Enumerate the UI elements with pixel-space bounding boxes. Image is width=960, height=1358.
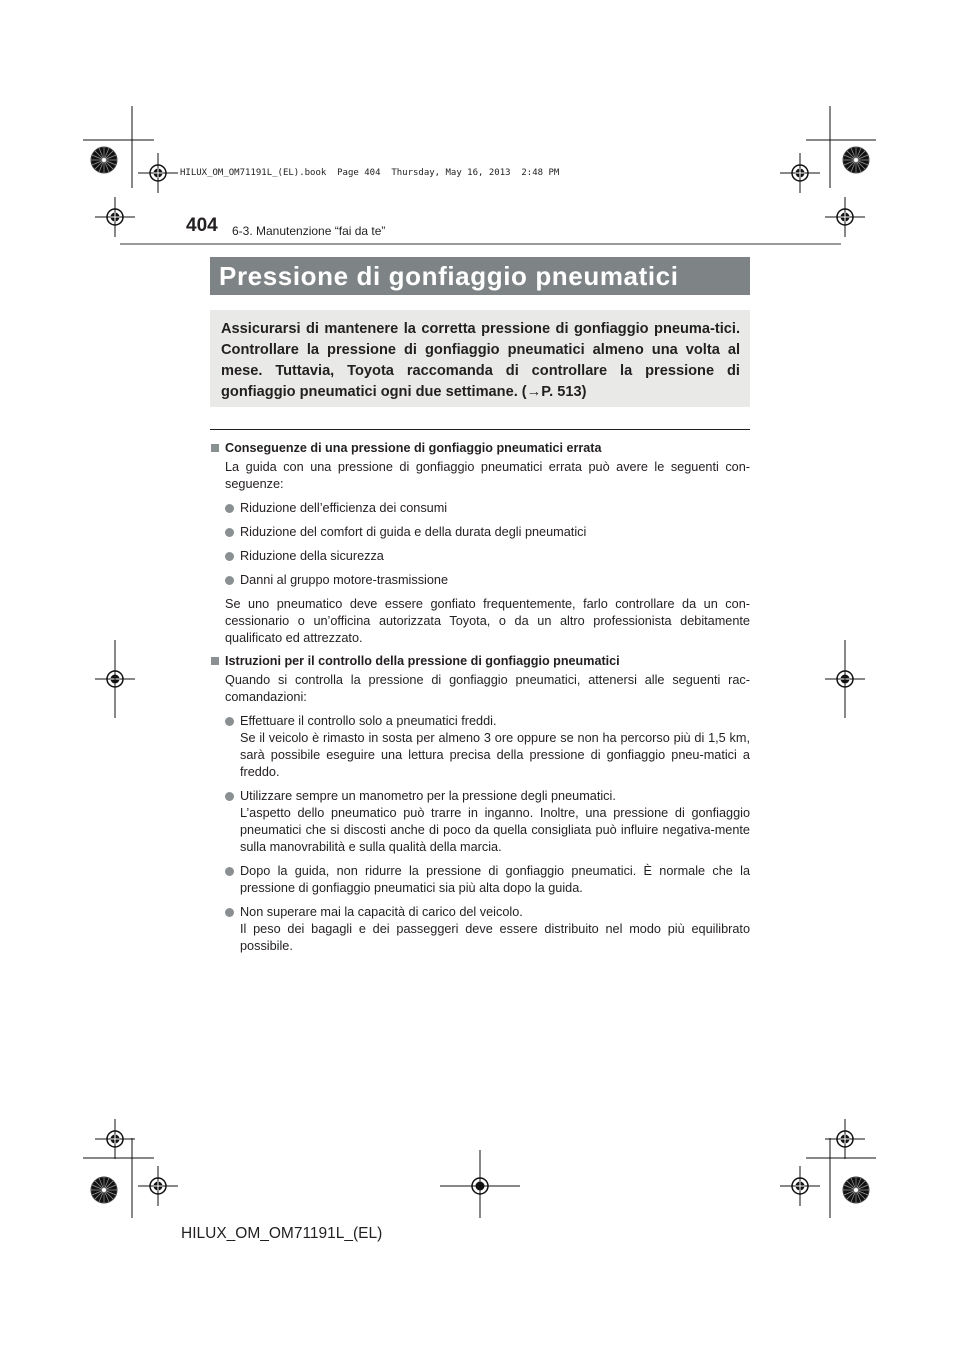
bullet-dot-icon (225, 528, 234, 537)
square-bullet-icon (211, 657, 219, 665)
intro-box (210, 310, 750, 407)
page-title: Pressione di gonfiaggio pneumatici (219, 260, 679, 291)
list-item-text: Riduzione del comfort di guida e della durata degli pneumatici (240, 525, 587, 539)
list-item (211, 904, 750, 955)
crop-header-text: HILUX_OM_OM71191L_(EL).book Page 404 Thursday, May 16, 2013 2:48 PM (180, 168, 560, 178)
list-item (211, 572, 750, 589)
list-item-title: Effettuare il controllo solo a pneumatici freddi. (240, 714, 497, 728)
square-bullet-icon (211, 444, 219, 452)
intro-text: Assicurarsi di mantenere la corretta pressione di gonfiaggio pneuma-tici. Controllare la pressione di gonfiaggio pneumatici almeno una volta al mese. Tuttavia, Toyota raccomanda di controllare la pressione di gonfiaggio pneumatici ogni due settimane. (→P. 513) (221, 321, 740, 400)
registration-wheel-top-right (843, 147, 869, 173)
intro-divider (210, 429, 750, 430)
header-divider (120, 243, 841, 245)
registration-wheel-bottom-right (843, 1177, 869, 1203)
list-item-detail: L’aspetto dello pneumatico può trarre in inganno. Inoltre, una pressione di gonfiaggio pneumatici che si discosti anche di poco da quella consigliata può influire negativa-mente sulla manovrabilità e sulla qualità della marcia. (240, 806, 750, 854)
list-item-body (240, 863, 750, 897)
bullet-dot-icon (225, 717, 234, 726)
list-item-body (240, 713, 750, 781)
registration-wheel-top-left (91, 147, 117, 173)
list-item (211, 500, 750, 517)
section-heading-text: Istruzioni per il controllo della pressione di gonfiaggio pneumatici (225, 654, 620, 668)
section-heading (211, 653, 750, 670)
list-item-text: Danni al gruppo motore-trasmissione (240, 573, 449, 587)
list-item-title: Non superare mai la capacità di carico del veicolo. (240, 905, 523, 919)
section-outro: Se uno pneumatico deve essere gonfiato frequentemente, farlo controllare da un con-cessionario o un’officina autorizzata Toyota, o da un altro professionista debitamente qualificato ed attrezzato. (225, 597, 750, 645)
page-number: 404 (186, 215, 218, 236)
footer-document-code: HILUX_OM_OM71191L_(EL) (181, 1225, 383, 1242)
main-content (211, 440, 750, 955)
bullet-dot-icon (225, 504, 234, 513)
list-item (211, 548, 750, 565)
list-item-text: Riduzione della sicurezza (240, 549, 384, 563)
list-item-title: Dopo la guida, non ridurre la pressione di gonfiaggio pneumatici. È normale che la pressione di gonfiaggio pneumatici sia più alta dopo la guida. (240, 864, 750, 895)
list-item-body (240, 788, 750, 856)
title-bar (210, 257, 750, 295)
list-item-title: Utilizzare sempre un manometro per la pressione degli pneumatici. (240, 789, 616, 803)
bullet-dot-icon (225, 576, 234, 585)
list-item-text: Riduzione dell’efficienza dei consumi (240, 501, 448, 515)
section-intro: La guida con una pressione di gonfiaggio pneumatici errata può avere le seguenti con-seguenze: (225, 460, 750, 491)
list-item (211, 524, 750, 541)
list-item (211, 713, 750, 781)
section-heading (211, 440, 750, 457)
list-item-body (240, 904, 750, 955)
bullet-dot-icon (225, 867, 234, 876)
bullet-dot-icon (225, 552, 234, 561)
bullet-dot-icon (225, 792, 234, 801)
section-heading-text: Conseguenze di una pressione di gonfiaggio pneumatici errata (225, 441, 602, 455)
bullet-dot-icon (225, 908, 234, 917)
section-label: 6-3. Manutenzione “fai da te” (232, 224, 386, 238)
section-intro: Quando si controlla la pressione di gonfiaggio pneumatici, attenersi alle seguenti rac-comandazioni: (225, 673, 750, 704)
registration-wheel-bottom-left (91, 1177, 117, 1203)
list-item-detail: Se il veicolo è rimasto in sosta per almeno 3 ore oppure se non ha percorso più di 1,5 km, sarà possibile eseguire una lettura precisa della pressione di gonfiaggio pneu-matici a freddo. (240, 731, 750, 779)
list-item (211, 863, 750, 897)
list-item (211, 788, 750, 856)
list-item-detail: Il peso dei bagagli e dei passeggeri deve essere distribuito nel modo più equilibrato possibile. (240, 922, 750, 953)
